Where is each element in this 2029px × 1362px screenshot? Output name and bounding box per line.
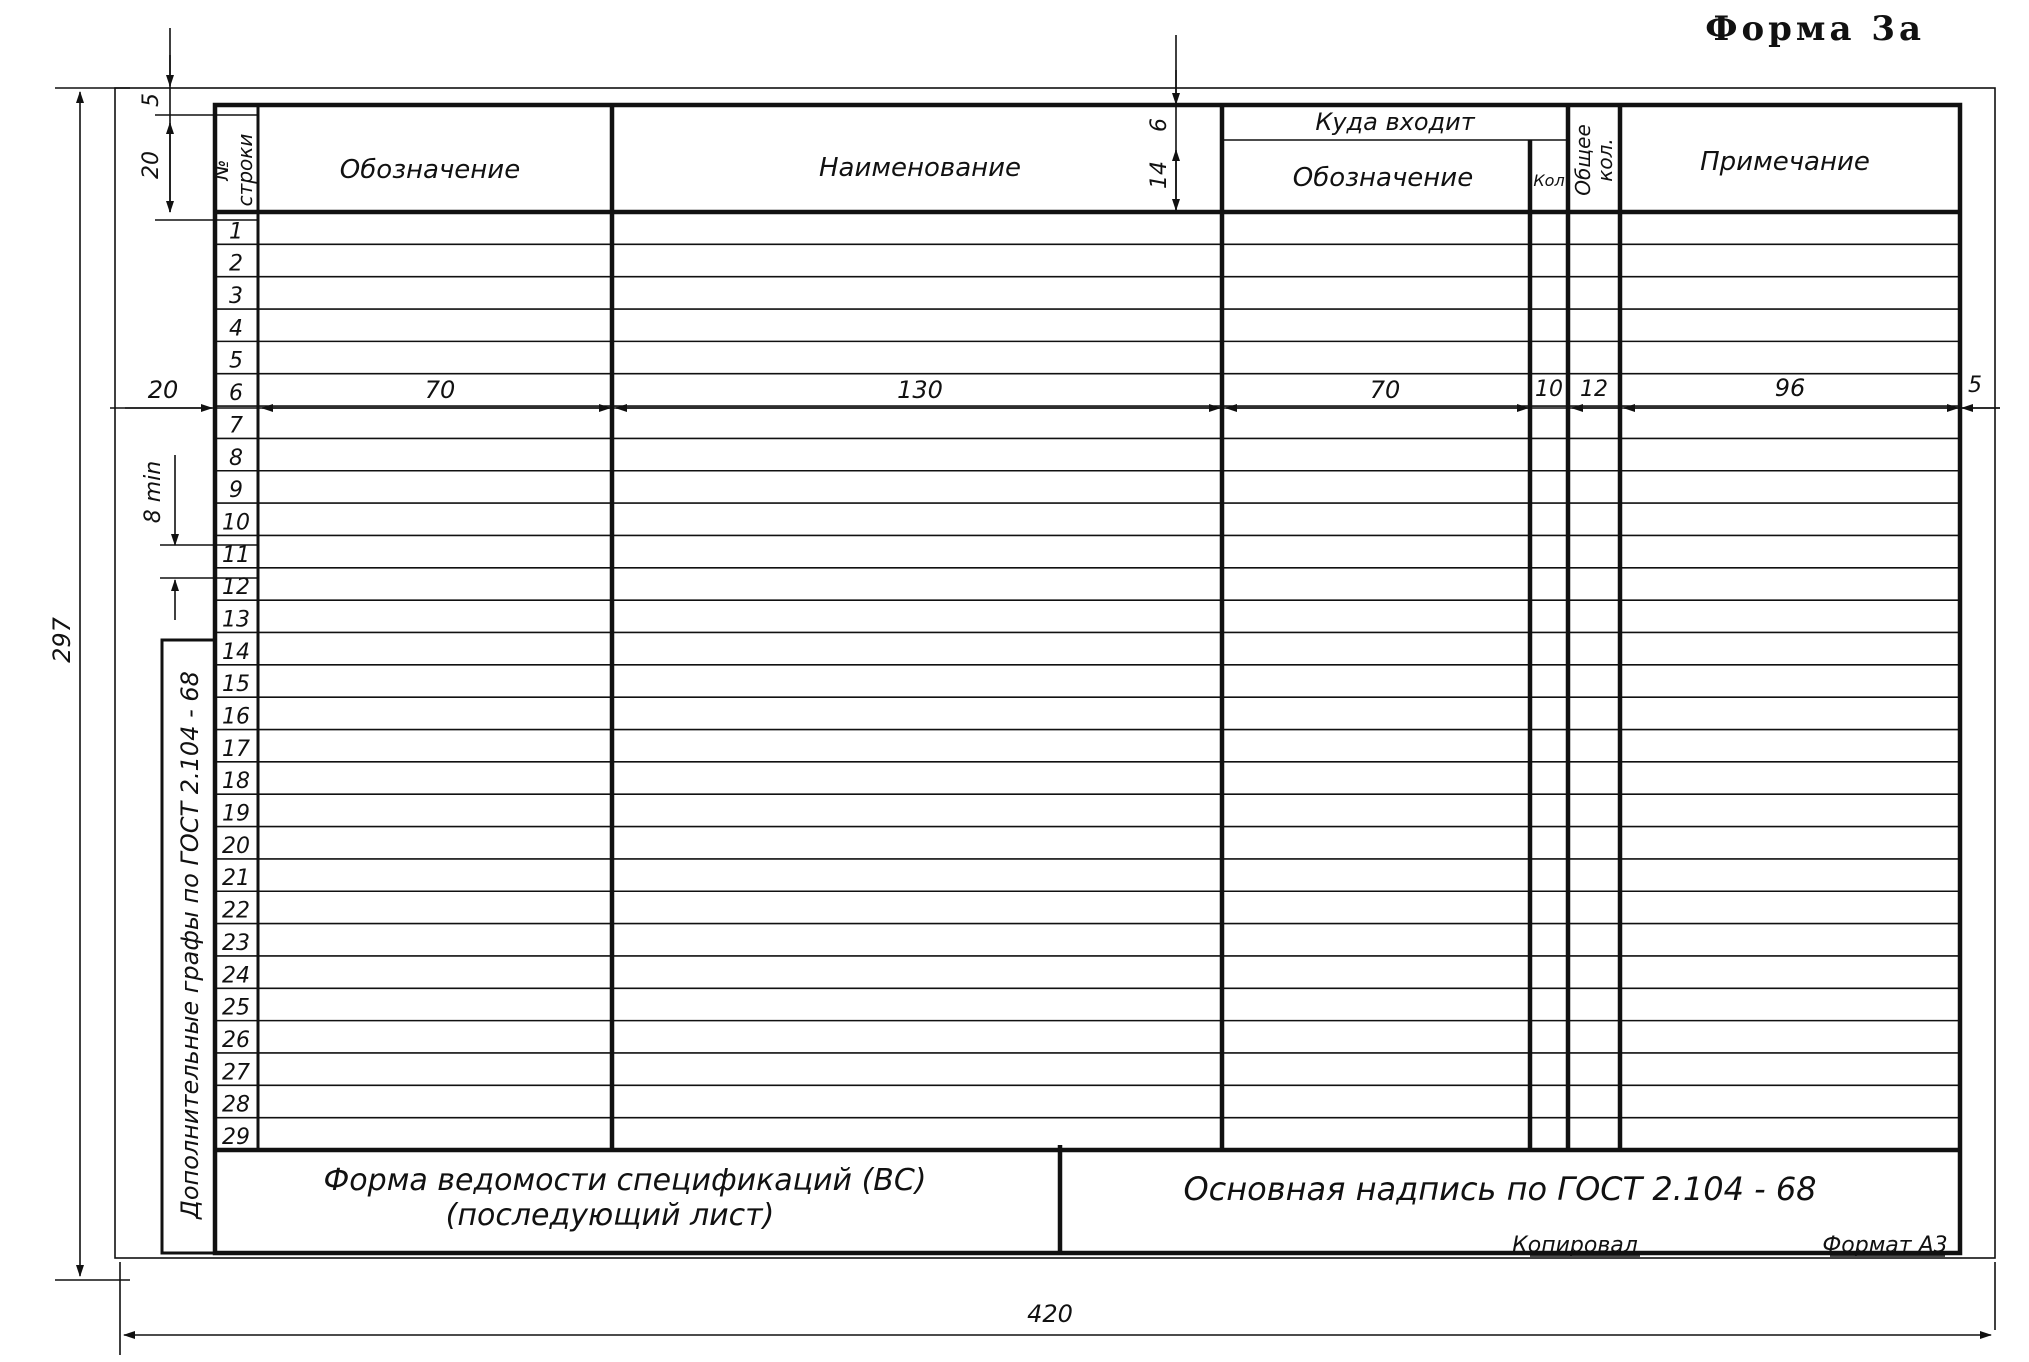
row-number: 20	[222, 833, 250, 859]
row-number: 22	[222, 898, 250, 924]
sheet-height-dimension	[48, 88, 130, 1280]
row-number: 27	[222, 1060, 250, 1086]
form-title: Форма 3а	[1705, 9, 1925, 49]
title-block-note: Основная надпись по ГОСТ 2.104 - 68	[1183, 1170, 1817, 1208]
row-number: 6	[229, 381, 243, 407]
header-where-used: Куда входит	[1315, 108, 1475, 136]
dim-top-margin: 5	[139, 93, 164, 107]
column-separators	[258, 105, 1620, 1150]
dim-col-name: 130	[897, 376, 943, 404]
row-number: 26	[222, 1027, 250, 1053]
form-name-line1: Форма ведомости спецификаций (ВС)	[323, 1163, 927, 1198]
dim-col-designation: 70	[424, 376, 456, 404]
dim-subheader-a: 6	[1147, 118, 1172, 132]
row-number: 8	[229, 445, 243, 471]
row-number: 17	[222, 736, 250, 762]
header-name: Наименование	[818, 153, 1022, 183]
header-total-line1: Общее	[1571, 124, 1595, 196]
row-number: 15	[222, 672, 250, 698]
row-number: 5	[229, 348, 243, 374]
row-number: 2	[229, 251, 243, 277]
width-dimension-row	[110, 373, 2000, 408]
header-qty: Кол	[1533, 171, 1565, 190]
row-number: 23	[222, 930, 250, 956]
side-note-additional-columns: Дополнительные графы по ГОСТ 2.104 - 68	[176, 671, 204, 1219]
header-designation: Обозначение	[339, 155, 521, 185]
row-number: 3	[229, 284, 243, 310]
table-row-lines	[215, 244, 1960, 1117]
dim-col-note: 96	[1774, 374, 1806, 402]
dim-col-total: 12	[1580, 377, 1608, 402]
dim-col-where: 70	[1369, 376, 1401, 404]
header-total-line2: кол.	[1593, 138, 1617, 182]
row-number: 28	[222, 1092, 250, 1118]
row-number: 10	[222, 510, 250, 536]
row-number: 14	[222, 639, 250, 665]
header-where-designation: Обозначение	[1292, 163, 1474, 193]
form-name-line2: (последующий лист)	[445, 1198, 775, 1233]
row-number: 25	[222, 995, 250, 1021]
row-number: 13	[222, 607, 250, 633]
row-number: 19	[222, 801, 250, 827]
sheet-width-dimension	[120, 1262, 1995, 1355]
table-header	[209, 108, 1960, 212]
dim-row-min: 8 min	[141, 460, 166, 524]
row-number: 11	[222, 542, 250, 568]
row-number: 7	[229, 413, 243, 439]
dim-subheader-b: 14	[1147, 161, 1172, 189]
header-note: Примечание	[1700, 147, 1870, 177]
row-number: 12	[222, 575, 250, 601]
row-number: 24	[222, 963, 250, 989]
row-number-column	[222, 219, 250, 1150]
row-number: 16	[222, 704, 250, 730]
format-label: Формат А3	[1822, 1233, 1948, 1258]
dim-left-margin: 20	[147, 376, 179, 404]
subheader-height-dimension	[1147, 35, 1176, 212]
dim-col-qty: 10	[1535, 377, 1563, 402]
header-row-no-line1: №	[209, 159, 233, 181]
header-row-no-line2: строки	[233, 133, 257, 207]
row-number: 21	[222, 866, 250, 892]
row-number: 4	[229, 316, 243, 342]
row-number: 1	[229, 219, 243, 245]
row-number: 9	[229, 478, 243, 504]
dim-sheet-width: 420	[1027, 1300, 1073, 1328]
sheet-trim-frame	[115, 88, 1995, 1258]
dim-header-height: 20	[139, 151, 164, 179]
footer-block	[215, 1145, 1960, 1258]
copied-label: Копировал	[1512, 1233, 1638, 1258]
row-number: 18	[222, 769, 250, 795]
dim-right-margin: 5	[1968, 373, 1982, 398]
row-number: 29	[222, 1125, 250, 1150]
dim-sheet-height: 297	[48, 617, 76, 663]
